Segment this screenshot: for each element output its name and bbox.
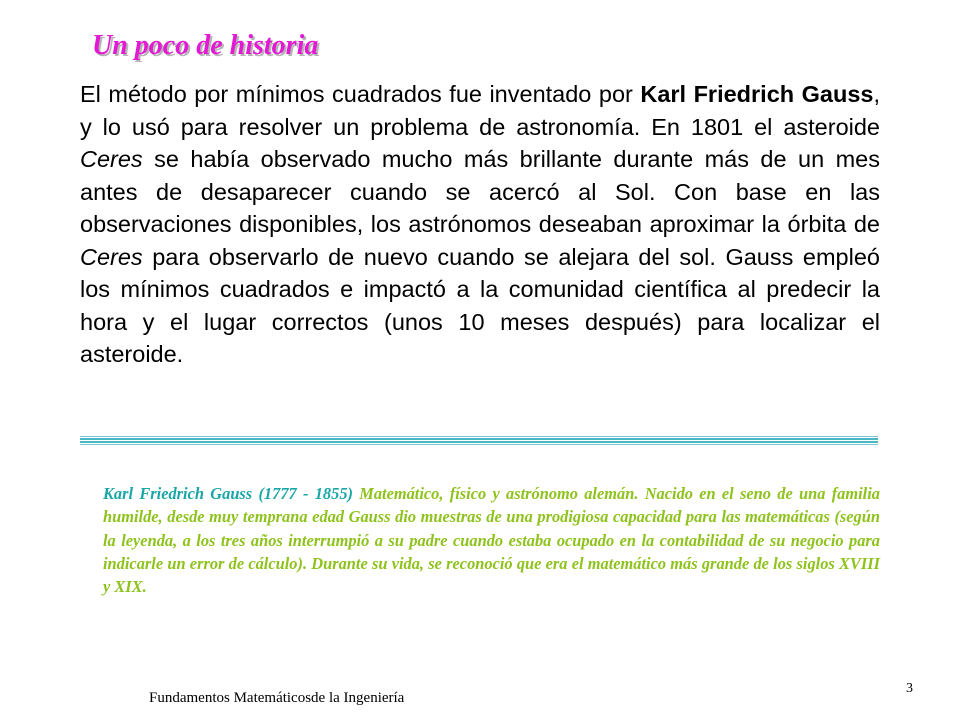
ceres-italic: Ceres <box>80 243 143 270</box>
text-segment: , y lo usó para resolver un problema de astronomía. En 1801 el asteroide <box>80 81 881 140</box>
gauss-name-bold: Karl Friedrich Gauss <box>640 81 874 107</box>
bio-name-dates: Karl Friedrich Gauss (1777 - 1855) <box>103 484 353 503</box>
text-segment: El método por mínimos cuadrados fue inventado por <box>80 81 641 107</box>
ceres-italic: Ceres <box>80 146 143 172</box>
text-segment: para observarlo de nuevo cuando se alejara del sol. Gauss empleó los mínimos cuadrados e impactó a la comunidad científica al predecir la hora y el lugar correctos (unos 10 meses después) para localizar el asteroide. <box>80 243 880 367</box>
section-divider <box>80 436 878 446</box>
footer-text: Fundamentos Matemáticosde la Ingeniería <box>149 690 405 706</box>
bio-description: Matemático, físico y astrónomo alemán. Nacido en el seno de una familia humilde, desde muy temprana edad Gauss dio muestras de una prodigiosa capacidad para las matemáticas (según la leyenda, a los tres años interrumpió a su padre cuando estaba ocupado en la contabilidad de su negocio para indicarle un error de cálculo). Durante su vida, se reconoció que era el matemático más grande de los siglos XVIII y XIX. <box>103 484 880 597</box>
page-number: 3 <box>906 681 913 696</box>
slide-title: Un poco de historia <box>92 30 319 61</box>
text-segment: se había observado mucho más brillante durante más de un mes antes de desaparecer cuando se acercó al Sol. Con base en las observaciones disponibles, los astrónomos deseaban aproximar la órbita de <box>80 146 880 237</box>
gauss-biography <box>103 482 880 598</box>
history-paragraph <box>80 78 880 371</box>
